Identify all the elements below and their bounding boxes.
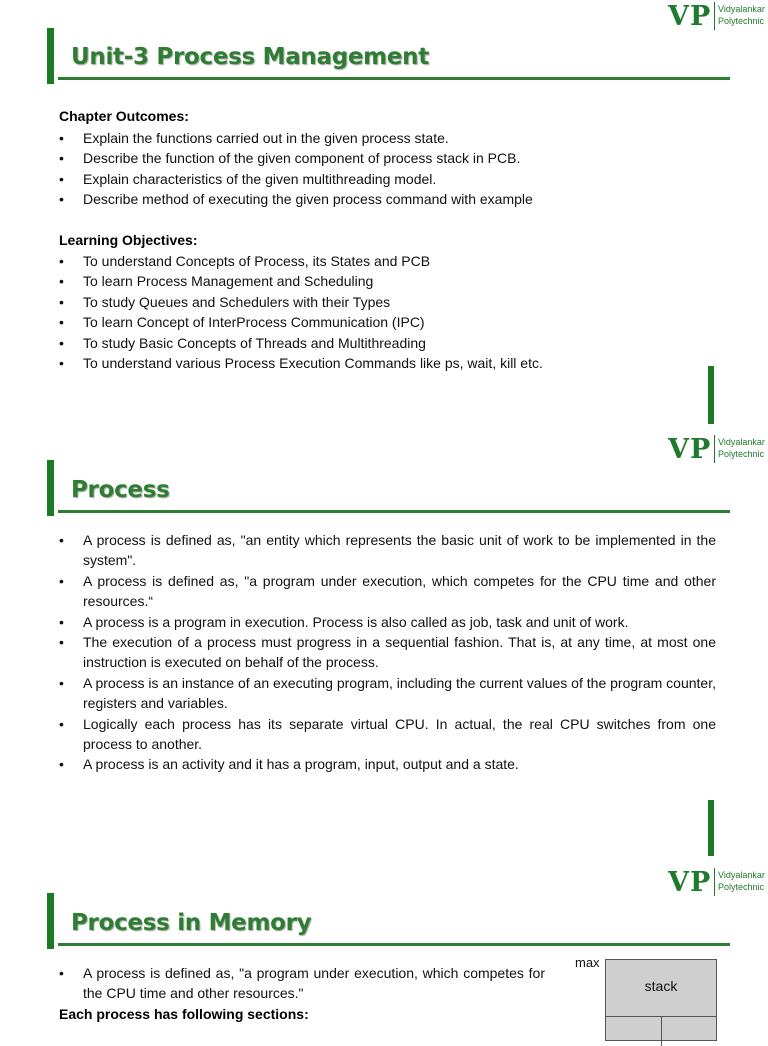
logo-divider: [714, 868, 715, 896]
list-item: • Describe the function of the given component of process stack in PCB.: [59, 148, 533, 168]
logo-letters: VP: [668, 867, 712, 898]
slide-title: Process: [71, 477, 170, 503]
list-item: • To learn Concept of InterProcess Communication (IPC): [59, 312, 543, 332]
logo-letters: VP: [668, 434, 712, 465]
list-item: • To study Basic Concepts of Threads and Multithreading: [59, 333, 543, 353]
memory-box: [605, 959, 717, 1041]
list-item: • A process is defined as, "an entity which represents the basic unit of work to be implemented in the system".: [59, 530, 716, 571]
list-item: • A process is a program in execution. Process is also called as job, task and unit of work.: [59, 612, 716, 632]
list-item: • Describe method of executing the given process command with example: [59, 189, 533, 209]
slide-title: Unit-3 Process Management: [71, 44, 429, 70]
process-memory-diagram: [575, 955, 735, 1035]
vp-logo: [668, 866, 768, 900]
stack-label: stack: [644, 978, 678, 994]
list-item: • Logically each process has its separate virtual CPU. In actual, the real CPU switches from one process to another.: [59, 714, 716, 755]
slide-title: Process in Memory: [71, 910, 312, 936]
list-item: • A process is defined as, "a program under execution, which competes for the CPU time and other resources.“: [59, 571, 716, 612]
logo-letters: VP: [668, 1, 712, 32]
section-divider: [661, 1016, 662, 1046]
learning-objectives-heading: Learning Objectives:: [59, 232, 198, 248]
list-item: • Explain the functions carried out in the given process state.: [59, 128, 533, 148]
list-item: • A process is an activity and it has a program, input, output and a state.: [59, 754, 716, 774]
list-item: • The execution of a process must progress in a sequential fashion. That is, at any time, at most one instruction is executed on behalf of the process.: [59, 632, 716, 673]
list-item: • To learn Process Management and Scheduling: [59, 271, 543, 291]
process-memory-list: [59, 963, 545, 1004]
list-item: • To understand Concepts of Process, its States and PCB: [59, 251, 543, 271]
list-item: • A process is an instance of an executing program, including the current values of the program counter, registers and variables.: [59, 673, 716, 714]
list-item: • A process is defined as, "a program under execution, which competes for the CPU time and other resources.": [59, 963, 545, 1004]
logo-name: Vidyalankar Polytechnic: [718, 437, 765, 459]
chapter-outcomes-heading: Chapter Outcomes:: [59, 108, 189, 124]
list-item: • To understand various Process Execution Commands like ps, wait, kill etc.: [59, 353, 543, 373]
list-item: • To study Queues and Schedulers with their Types: [59, 292, 543, 312]
title-underline: [58, 943, 730, 946]
list-item: • Explain characteristics of the given multithreading model.: [59, 169, 533, 189]
logo-name: Vidyalankar Polytechnic: [718, 4, 765, 26]
max-label: max: [575, 955, 600, 970]
logo-name: Vidyalankar Polytechnic: [718, 870, 765, 892]
title-accent-bar: [47, 893, 54, 949]
sections-heading: Each process has following sections:: [59, 1006, 309, 1022]
